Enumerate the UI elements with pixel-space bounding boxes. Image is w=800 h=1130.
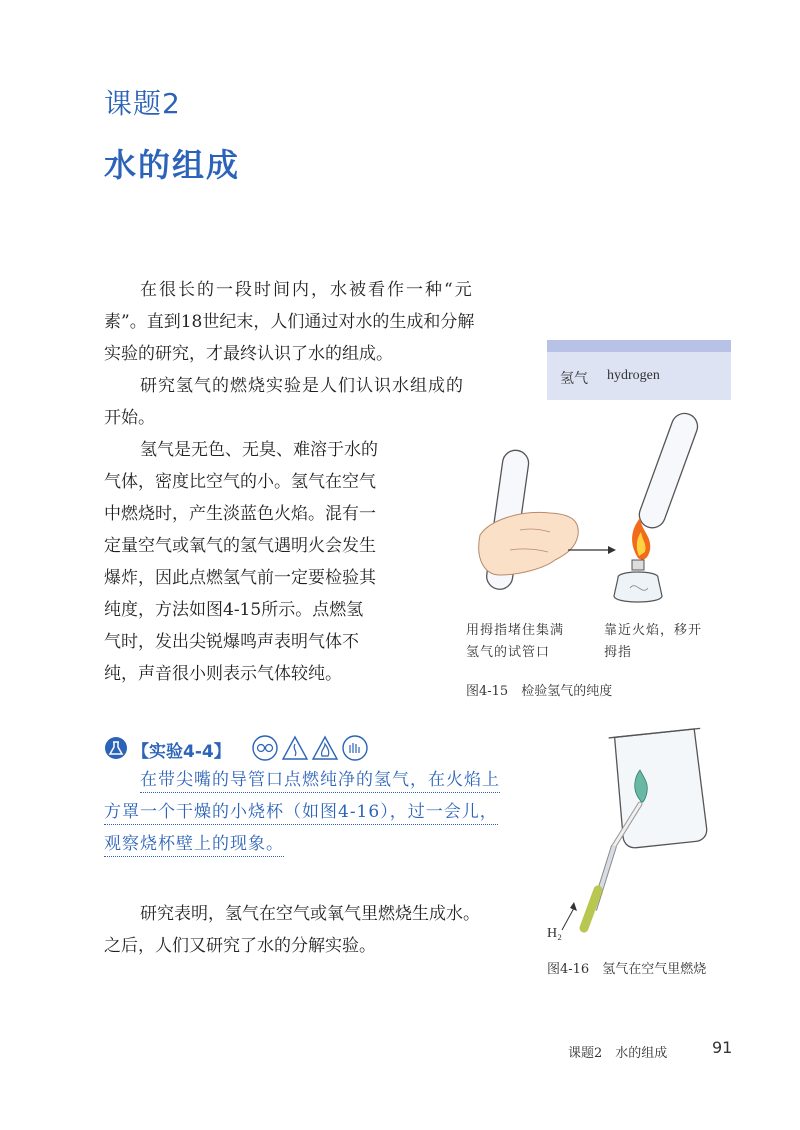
caption-line: 拇指 bbox=[604, 645, 633, 660]
properties-paragraph bbox=[104, 434, 378, 690]
text-line: 观察烧杯壁上的现象。 bbox=[104, 834, 284, 857]
experiment-text bbox=[104, 764, 500, 860]
text-line: 开始。 bbox=[104, 408, 155, 428]
text-line: 研究氢气的燃烧实验是人们认识水组成的 bbox=[140, 376, 464, 396]
text-line: 纯，声音很小则表示气体较纯。 bbox=[104, 664, 342, 684]
text-line: 在很长的一段时间内，水被看作一种“元 bbox=[140, 280, 474, 300]
text-line: 方罩一个干燥的小烧杯（如图4-16），过一会儿， bbox=[104, 802, 498, 825]
figure-4-15-illustration bbox=[460, 410, 740, 610]
text-line: 素”。直到18世纪末，人们通过对水的生成和分解 bbox=[104, 312, 475, 332]
figure-4-16-caption: 图4-16 氢气在空气里燃烧 bbox=[547, 962, 707, 977]
running-head: 课题2 水的组成 bbox=[568, 1046, 668, 1061]
text-line: 中燃烧时，产生淡蓝色火焰。混有一 bbox=[104, 504, 376, 524]
conclusion-paragraph bbox=[104, 898, 480, 962]
glossary-box bbox=[547, 340, 731, 400]
text-line: 在带尖嘴的导管口点燃纯净的氢气，在火焰上 bbox=[140, 770, 500, 793]
lesson-number: 课题2 bbox=[104, 87, 181, 120]
text-line: 纯度，方法如图4-15所示。点燃氢 bbox=[104, 600, 364, 620]
lesson-title: 水的组成 bbox=[104, 146, 241, 184]
text-line: 定量空气或氧气的氢气遇明火会发生 bbox=[104, 536, 376, 556]
figure-4-16-illustration bbox=[540, 718, 720, 948]
text-line: 实验的研究，才最终认识了水的组成。 bbox=[104, 344, 393, 364]
text-line: 爆炸，因此点燃氢气前一定要检验其 bbox=[104, 568, 376, 588]
text-line: 气时，发出尖锐爆鸣声表明气体不 bbox=[104, 632, 359, 652]
text-line: 氢气是无色、无臭、难溶于水的 bbox=[140, 440, 378, 460]
goggles-icon bbox=[253, 736, 277, 760]
warning-icon bbox=[283, 737, 307, 759]
glossary-term-en: hydrogen bbox=[607, 368, 660, 383]
intro-paragraph bbox=[104, 274, 474, 434]
figure-4-15-caption: 图4-15 检验氢气的纯度 bbox=[466, 684, 613, 699]
caption-line: 氢气的试管口 bbox=[466, 645, 551, 660]
test-tube-right bbox=[636, 410, 701, 531]
page-number: 91 bbox=[712, 1038, 733, 1057]
caption-line: 用拇指堵住集满 bbox=[466, 623, 565, 638]
experiment-label: 【实验4-4】 bbox=[132, 742, 231, 762]
glossary-bar bbox=[547, 340, 731, 352]
glossary-term-zh: 氢气 bbox=[560, 371, 588, 387]
figure-4-15-step2 bbox=[604, 620, 702, 664]
figure-4-15-step1 bbox=[466, 620, 564, 664]
text-line: 气体，密度比空气的小。氢气在空气 bbox=[104, 472, 376, 492]
safety-icons bbox=[252, 735, 372, 767]
flask-icon bbox=[104, 736, 128, 760]
arrow-icon bbox=[608, 546, 616, 554]
text-line: 研究表明，氢气在空气或氧气里燃烧生成水。 bbox=[140, 904, 480, 924]
hand-wash-icon bbox=[343, 736, 367, 760]
text-line: 之后，人们又研究了水的分解实验。 bbox=[104, 936, 376, 956]
fire-warning-icon bbox=[313, 737, 337, 759]
caption-line: 靠近火焰，移开 bbox=[604, 623, 703, 638]
gas-label: H₂ bbox=[547, 926, 562, 941]
